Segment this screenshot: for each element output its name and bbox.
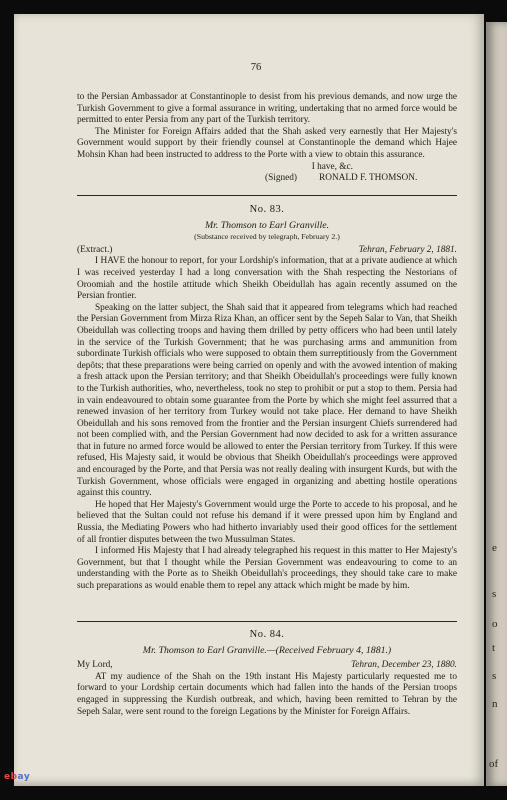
document-number: No. 83. [249, 204, 285, 215]
signature-line [77, 173, 457, 185]
document-heading: Mr. Thomson to Earl Granville.—(Received February 4, 1881.) [142, 644, 392, 656]
dateline-row [77, 660, 457, 672]
document-84 [77, 629, 457, 718]
paragraph: The Minister for Foreign Affairs added that the Shah asked very earnestly that Her Majesty's Government would support by their friendly counsel at Constantinople the demand which Hajee Mohsin Khan had been instructed to address to the Porte with a view to obtain this assurance. [77, 126, 457, 160]
paragraph: Speaking on the latter subject, the Shah said that it appeared from telegrams which had reached the Persian Government from Mirza Riza Khan, an officer sent by the Sepeh Salar to Van, that Sheikh Obeidullah was collecting troops and having them drilled by petty officers who had been until lately in the service of the Turkish Government; that he was purchasing arms and ammunition from subordinate Turkish officials who were supposed to obtain them surreptitiously from the Government depôts; that these preparations were being carried on openly and with the avowed intention of making a fresh attack upon the Persian territory; and that Sheikh Obeidullah's proceedings were fully known to the Turkish authorities, who, nevertheless, took no step to prohibit or put a stop to them. Persia had in vain endeavoured to obtain some guarantee from the Porte by which she might feel assurred that a renewed invasion of her territory from Turkey would not take place. Her demand to have Sheikh Obeidullah and his sons removed from the frontier and the Persian insurgent Chiefs surrendered had not been complied with, and the Persian Government had now decided to ask for a written assurance that in future no armed force would be allowed to enter the Persian territory from Turkey. If this were refused, His Majesty said, it would be obvious that Sheikh Obeidullah's proceedings were approved and encouraged by the Porte, and that Persia was not really dealing with insurgent Kurds, but with the Turkish Government, whose officials were engaged in organizing and abetting hostile operations against this country. [77, 302, 457, 499]
paragraph: AT my audience of the Shah on the 19th instant His Majesty particularly requested me to forward to your Lordship certain documents which had fallen into the hands of the Persian troops engaged in suppressing the Kurdish outbreak, and which, having been remitted to Tehran by the Sepeh Salar, were sent round to the foreign Legations by the Minister for Foreign Affairs. [77, 671, 457, 717]
dateline-row [77, 245, 457, 257]
paragraph: I informed His Majesty that I had already telegraphed his request in this matter to Her Majesty's Government, but that I thought while the Persian Government was endeavouring to come to an understanding with the Porte as to Sheikh Obeidullah's proceedings, they should take care to make such preparations as would enable them to repel any attack which might be made by him. [77, 546, 457, 591]
edge-char: s [492, 670, 497, 682]
section-divider [77, 195, 457, 196]
edge-char: of [489, 758, 499, 770]
document-subheading: (Substance received by telegraph, February 2.) [194, 232, 340, 242]
dateline: Tehran, February 2, 1881. [358, 244, 457, 255]
dateline: Tehran, December 23, 1880. [350, 660, 457, 671]
edge-char: o [492, 618, 498, 630]
ebay-watermark [4, 772, 30, 782]
section-divider [77, 621, 457, 622]
document-number: No. 84. [249, 629, 285, 640]
watermark-brand: eb [4, 772, 18, 782]
paragraph: He hoped that Her Majesty's Government would urge the Porte to accede to his proposal, and he believed that the Sultan could not refuse his demand if it were pressed upon him by England and Russia, the Mediating Powers who had hitherto invariably used their good offices for the settlement of all frontier disputes between the two Mussulman States. [77, 499, 457, 545]
closing-line: I have, &c. [311, 161, 353, 172]
paragraph: I HAVE the honour to report, for your Lordship's information, that at a private audience at which I was received yesterday I had a long conversation with the Shah respecting the Nestorians of Oroomiah and the hostile attitude which Sheikh Obeidullah has again recently assumed on the Persian frontier. [77, 256, 457, 302]
edge-char: s [492, 588, 497, 600]
adjacent-page-edge [486, 22, 507, 786]
salutation: My Lord, [77, 660, 113, 671]
document-heading: Mr. Thomson to Earl Granville. [204, 219, 330, 231]
signature: RONALD F. THOMSON. [319, 173, 418, 184]
page-number: 76 [250, 62, 262, 73]
edge-char: t [492, 642, 496, 654]
document-83 [77, 204, 457, 593]
document-page [14, 14, 484, 786]
edge-char: e [492, 542, 497, 554]
watermark-accent: ay [17, 772, 31, 782]
signed-label: (Signed) [265, 173, 298, 184]
section-continuation [77, 92, 457, 185]
extract-label: (Extract.) [77, 244, 113, 255]
paragraph: to the Persian Ambassador at Constantinople to desist from his previous demands, and now urge the Turkish Government to give a formal assurance in writing, undertaking that no armed force would be permitted to enter Persia from any part of the Turkish territory. [77, 92, 457, 126]
edge-char: n [492, 698, 498, 710]
